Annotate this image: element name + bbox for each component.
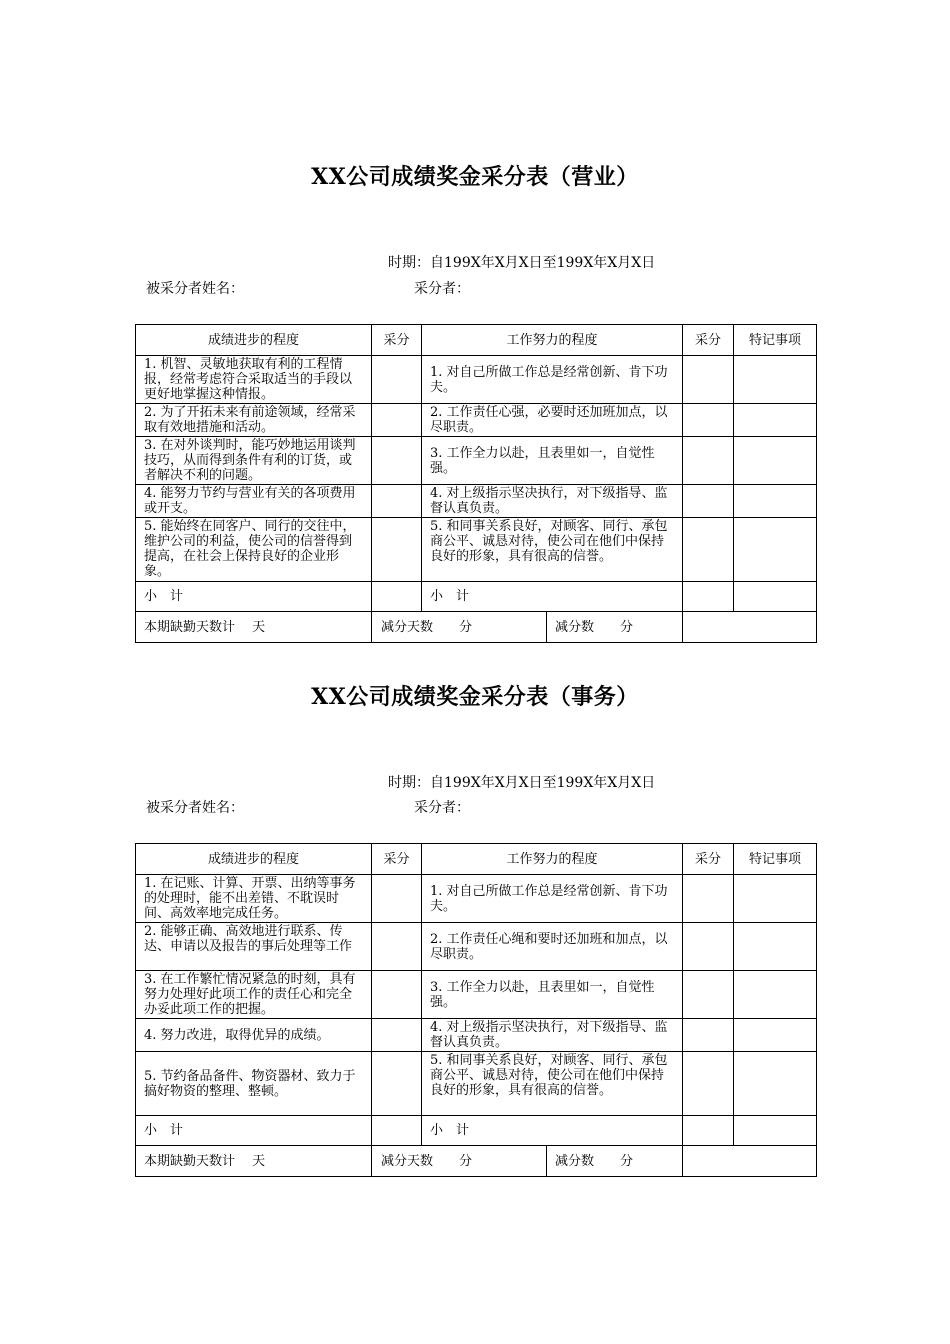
progress-cell: 3. 在工作繁忙情况紧急的时刻，具有努力处理好此项工作的责任心和完全办妥此项工作的把握。	[136, 971, 372, 1019]
progress-cell: 4. 努力改进，取得优异的成绩。	[136, 1019, 372, 1052]
header-score: 采分	[372, 844, 422, 875]
absence-days: 本期缺勤天数计 天	[136, 612, 372, 643]
effort-cell: 2. 工作责任心绳和要时还加班和加点，以尽职责。	[422, 923, 683, 971]
table-row	[136, 1052, 817, 1116]
score-cell[interactable]	[683, 485, 734, 518]
table-row	[136, 1019, 817, 1052]
score-cell[interactable]	[372, 1052, 422, 1116]
deduct-points: 减分数 分	[546, 612, 682, 642]
score-cell[interactable]	[683, 518, 734, 582]
remarks-cell[interactable]	[734, 971, 817, 1019]
form-title: XX公司成绩奖金采分表（事务）	[311, 684, 639, 710]
effort-cell: 1. 对自己所做工作总是经常创新、肯下功夫。	[422, 356, 683, 404]
header-score: 采分	[683, 844, 734, 875]
evaluatee-label: 被采分者姓名：	[146, 800, 244, 816]
score-cell[interactable]	[683, 923, 734, 971]
subtotal-row	[136, 1116, 817, 1146]
progress-cell: 5. 能始终在同客户、同行的交往中，维护公司的利益，使公司的信誉得到提高，在社会上保持良好的企业形象。	[136, 518, 372, 582]
score-cell[interactable]	[683, 356, 734, 404]
subtotal-label: 小 计	[136, 1116, 372, 1146]
score-cell[interactable]	[683, 1116, 734, 1146]
evaluator-label: 采分者：	[414, 281, 470, 297]
score-cell[interactable]	[372, 356, 422, 404]
table-row	[136, 437, 817, 485]
progress-cell: 1. 在记账、计算、开票、出纳等事务的处理时，能不出差错、不耽误时间、高效率地完成任务。	[136, 875, 372, 923]
table-row	[136, 971, 817, 1019]
header-remarks: 特记事项	[734, 844, 817, 875]
subtotal-label: 小 计	[422, 1116, 683, 1146]
header-score: 采分	[683, 325, 734, 356]
absence-days: 本期缺勤天数计 天	[136, 1146, 372, 1177]
header-effort: 工作努力的程度	[422, 844, 683, 875]
subtotal-label: 小 计	[422, 582, 683, 612]
score-table	[135, 324, 817, 643]
header-score: 采分	[372, 325, 422, 356]
score-cell[interactable]	[372, 485, 422, 518]
remarks-cell[interactable]	[734, 1116, 817, 1146]
header-effort: 工作努力的程度	[422, 325, 683, 356]
remarks-cell[interactable]	[734, 875, 817, 923]
score-cell[interactable]	[372, 1019, 422, 1052]
score-cell[interactable]	[683, 437, 734, 485]
progress-cell: 2. 为了开拓未来有前途领域，经常采取有效地措施和活动。	[136, 404, 372, 437]
progress-cell: 1. 机智、灵敏地获取有利的工程情报，经常考虑符合采取适当的手段以更好地掌握这种情报。	[136, 356, 372, 404]
effort-cell: 2. 工作责任心强，必要时还加班加点，以尽职责。	[422, 404, 683, 437]
header-remarks: 特记事项	[734, 325, 817, 356]
effort-cell: 4. 对上级指示坚决执行，对下级指导、监督认真负责。	[422, 485, 683, 518]
absence-row	[136, 612, 817, 643]
score-cell[interactable]	[683, 1019, 734, 1052]
remarks-cell[interactable]	[734, 518, 817, 582]
score-cell[interactable]	[372, 923, 422, 971]
score-cell[interactable]	[372, 875, 422, 923]
table-header-row	[136, 844, 817, 875]
score-cell[interactable]	[683, 582, 734, 612]
score-cell[interactable]	[372, 971, 422, 1019]
progress-cell: 5. 节约备品备件、物资器材、致力于搞好物资的整理、整顿。	[136, 1052, 372, 1116]
table-row	[136, 875, 817, 923]
score-cell[interactable]	[372, 1116, 422, 1146]
header-progress: 成绩进步的程度	[136, 844, 372, 875]
score-cell[interactable]	[683, 971, 734, 1019]
effort-cell: 3. 工作全力以赴，且表里如一，自觉性强。	[422, 437, 683, 485]
header-progress: 成绩进步的程度	[136, 325, 372, 356]
table-header-row	[136, 325, 817, 356]
score-cell[interactable]	[372, 518, 422, 582]
absence-row	[136, 1146, 817, 1177]
score-cell[interactable]	[683, 875, 734, 923]
score-cell[interactable]	[372, 582, 422, 612]
remarks-cell[interactable]	[734, 582, 817, 612]
deduction-cell	[372, 1146, 683, 1177]
form-title: XX公司成绩奖金采分表（营业）	[311, 164, 639, 190]
table-row	[136, 518, 817, 582]
table-row	[136, 485, 817, 518]
subtotal-row	[136, 582, 817, 612]
deduction-cell	[372, 612, 683, 643]
remarks-cell[interactable]	[734, 485, 817, 518]
progress-cell: 2. 能够正确、高效地进行联系、传达、申请以及报告的事后处理等工作	[136, 923, 372, 971]
period-text: 时期：自199X年X月X日至199X年X月X日	[388, 775, 656, 791]
score-table	[135, 843, 817, 1177]
score-cell[interactable]	[683, 1052, 734, 1116]
evaluatee-label: 被采分者姓名：	[146, 281, 244, 297]
deduct-days: 减分天数 分	[381, 1153, 473, 1169]
score-cell[interactable]	[372, 404, 422, 437]
progress-cell: 4. 能努力节约与营业有关的各项费用或开支。	[136, 485, 372, 518]
period-text: 时期：自199X年X月X日至199X年X月X日	[388, 255, 656, 271]
deduction-value-cell[interactable]	[683, 1146, 817, 1177]
subtotal-label: 小 计	[136, 582, 372, 612]
deduction-value-cell[interactable]	[683, 612, 817, 643]
effort-cell: 4. 对上级指示坚决执行，对下级指导、监督认真负责。	[422, 1019, 683, 1052]
score-cell[interactable]	[683, 404, 734, 437]
remarks-cell[interactable]	[734, 356, 817, 404]
table-row	[136, 356, 817, 404]
deduct-points: 减分数 分	[546, 1146, 682, 1176]
score-cell[interactable]	[372, 437, 422, 485]
effort-cell: 5. 和同事关系良好，对顾客、同行、承包商公平、诚恳对待，使公司在他们中保持良好的形象，具有很高的信誉。	[422, 518, 683, 582]
remarks-cell[interactable]	[734, 1052, 817, 1116]
remarks-cell[interactable]	[734, 1019, 817, 1052]
effort-cell: 1. 对自己所做工作总是经常创新、肯下功夫。	[422, 875, 683, 923]
table-row	[136, 404, 817, 437]
progress-cell: 3. 在对外谈判时，能巧妙地运用谈判技巧，从而得到条件有利的订货，或者解决不利的问题。	[136, 437, 372, 485]
remarks-cell[interactable]	[734, 437, 817, 485]
remarks-cell[interactable]	[734, 404, 817, 437]
effort-cell: 3. 工作全力以赴，且表里如一，自觉性强。	[422, 971, 683, 1019]
remarks-cell[interactable]	[734, 923, 817, 971]
table-row	[136, 923, 817, 971]
evaluator-label: 采分者：	[414, 800, 470, 816]
deduct-days: 减分天数 分	[381, 619, 473, 635]
effort-cell: 5. 和同事关系良好，对顾客、同行、承包商公平、诚恳对待，使公司在他们中保持良好的形象，具有很高的信誉。	[422, 1052, 683, 1116]
